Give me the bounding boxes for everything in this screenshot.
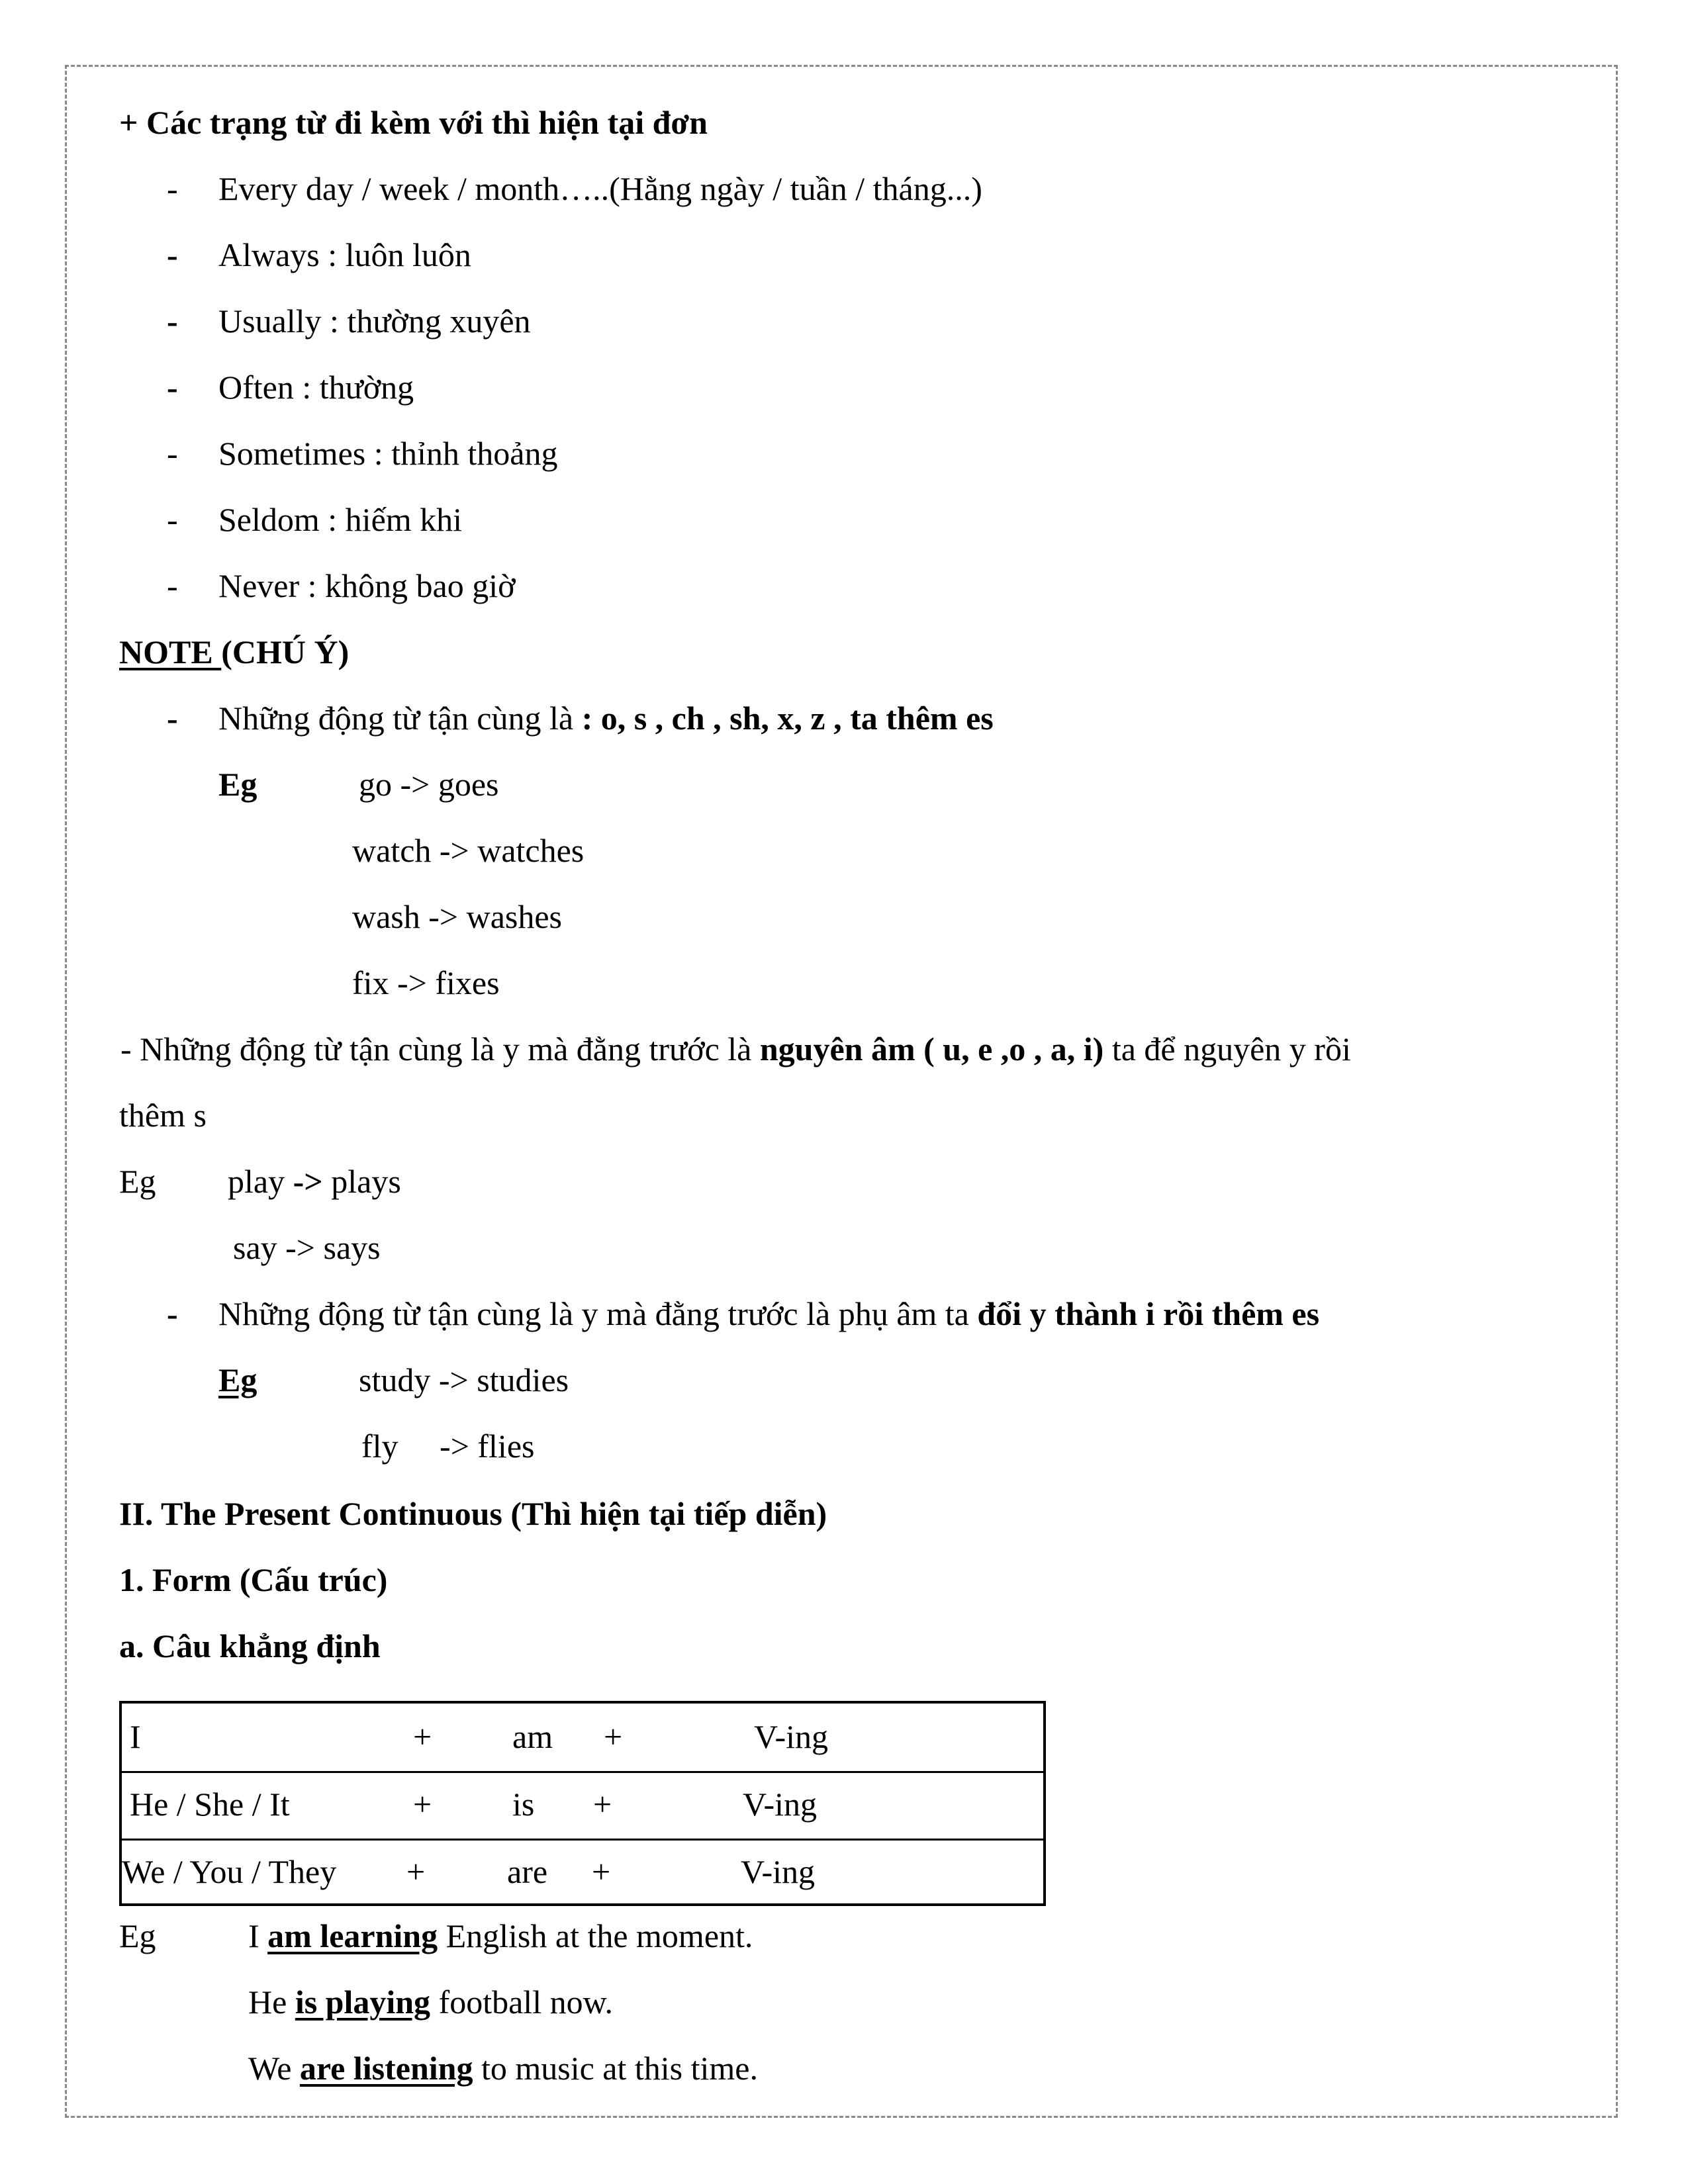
table-cell: + — [413, 1786, 432, 1823]
note-title-paren: (CHÚ Ý) — [221, 633, 350, 670]
table-cell: + — [413, 1718, 432, 1755]
adverb-item: Usually : thường xuyên — [218, 302, 531, 340]
section-title: II. The Present Continuous (Thì hiện tại tiếp diễn) — [119, 1495, 827, 1532]
bullet-dash: - — [167, 700, 178, 737]
rule-bold: đổi y thành i rồi thêm es — [977, 1295, 1320, 1332]
table-cell: + — [406, 1853, 426, 1890]
table-cell: V-ing — [754, 1718, 829, 1755]
table-cell: + — [604, 1718, 623, 1755]
sentence-part: football now. — [430, 1983, 613, 2021]
table-cell: + — [592, 1853, 611, 1890]
example-arrow: -> — [293, 1163, 323, 1200]
adverb-item: Often : thường — [218, 369, 414, 406]
example-sentence — [248, 1916, 753, 1956]
rule-text: Những động từ tận cùng là — [218, 700, 582, 737]
bullet-dash: - — [167, 435, 178, 472]
form-heading: 1. Form (Cấu trúc) — [119, 1561, 388, 1598]
rule-bold: : o, s , ch , sh, x, z , ta thêm es — [581, 700, 994, 737]
table-cell: V-ing — [741, 1853, 816, 1890]
example-line: go -> goes — [359, 766, 499, 803]
eg-label: Eg — [218, 766, 258, 803]
bullet-dash: - — [167, 501, 178, 538]
table-cell: + — [593, 1786, 612, 1823]
example-line: watch -> watches — [352, 832, 585, 869]
table-row — [122, 1771, 1043, 1841]
example-part: plays — [322, 1163, 401, 1200]
bullet-dash: - — [167, 1295, 178, 1332]
sentence-verb: am learning — [267, 1917, 438, 1954]
eg-label: Eg — [119, 1917, 156, 1954]
table-cell: V-ing — [743, 1786, 818, 1823]
bullet-dash: - — [167, 236, 178, 273]
example-sentence — [248, 1982, 613, 2022]
adverbs-heading: + Các trạng từ đi kèm với thì hiện tại đơn — [119, 104, 708, 141]
adverb-item: Every day / week / month…..(Hằng ngày / tuần / tháng...) — [218, 170, 982, 207]
example-line: say -> says — [233, 1229, 381, 1266]
sentence-part: to music at this time. — [473, 2050, 758, 2087]
bullet-dash: - — [167, 302, 178, 340]
note-rule-3 — [218, 1294, 1319, 1334]
table-row — [122, 1704, 1043, 1773]
rule-text: ta để nguyên y rồi — [1103, 1030, 1351, 1068]
sentence-part: He — [248, 1983, 295, 2021]
bullet-dash: - — [167, 170, 178, 207]
example-line: fly -> flies — [361, 1428, 535, 1465]
rule-text: Những động từ tận cùng là y mà đằng trước là phụ âm ta — [218, 1295, 978, 1332]
example-line: study -> studies — [359, 1361, 569, 1398]
adverb-item: Never : không bao giờ — [218, 567, 516, 604]
table-row — [122, 1839, 1043, 1906]
eg-label: Eg — [119, 1163, 156, 1200]
note-heading — [119, 632, 349, 672]
note-rule-1 — [218, 698, 994, 738]
table-cell: are — [507, 1853, 548, 1890]
form-table — [119, 1701, 1046, 1906]
bullet-dash: - — [167, 369, 178, 406]
sentence-verb: are listening — [299, 2050, 473, 2087]
note-rule-2-cont: thêm s — [119, 1097, 207, 1134]
rule-bold: nguyên âm ( u, e ,o , a, i) — [759, 1030, 1104, 1068]
adverb-item: Sometimes : thỉnh thoảng — [218, 435, 558, 472]
sentence-part: We — [248, 2050, 300, 2087]
eg-label: Eg — [218, 1361, 258, 1398]
adverb-item: Always : luôn luôn — [218, 236, 471, 273]
affirmative-heading: a. Câu khẳng định — [119, 1627, 381, 1664]
table-cell: am — [512, 1718, 553, 1755]
example-line: fix -> fixes — [352, 964, 500, 1001]
table-cell: I — [130, 1718, 141, 1755]
bullet-dash: - — [167, 567, 178, 604]
table-cell: We / You / They — [122, 1853, 337, 1890]
table-cell: is — [512, 1786, 535, 1823]
example-line — [228, 1161, 401, 1201]
table-cell: He / She / It — [130, 1786, 290, 1823]
note-rule-2 — [120, 1029, 1351, 1069]
note-title: NOTE — [119, 633, 222, 670]
sentence-part: I — [248, 1917, 268, 1954]
example-line: wash -> washes — [352, 898, 563, 935]
example-sentence — [248, 2048, 758, 2088]
sentence-verb: is playing — [295, 1983, 431, 2021]
rule-text: - Những động từ tận cùng là y mà đằng trước là — [120, 1030, 760, 1068]
sentence-part: English at the moment. — [438, 1917, 753, 1954]
adverb-item: Seldom : hiếm khi — [218, 501, 463, 538]
example-part: play — [228, 1163, 293, 1200]
